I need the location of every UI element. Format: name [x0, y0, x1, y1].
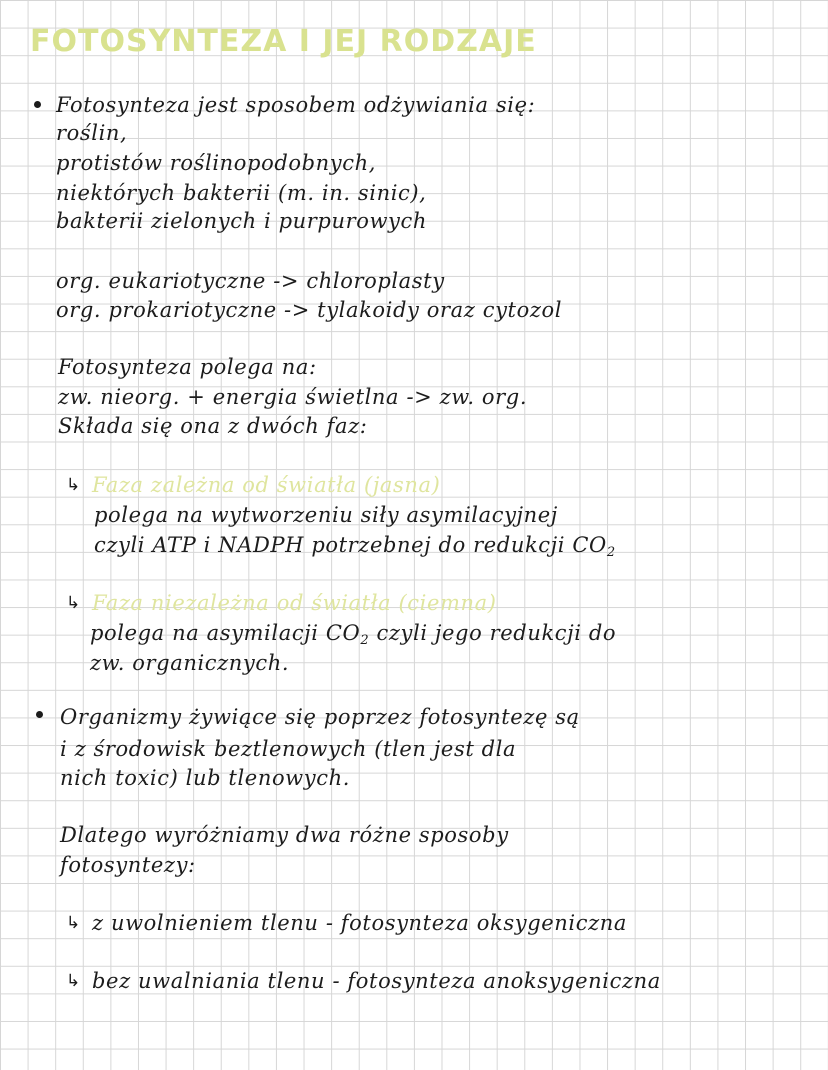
distinguish-line-0: Dlatego wyróżniamy dwa różne sposoby: [60, 823, 509, 847]
phase1-co2-subscript: 2: [606, 545, 616, 560]
phase2-line-1-text: polega na asymilacji CO: [90, 621, 361, 645]
section2-line-1: i z środowisk beztlenowych (tlen jest dla: [60, 737, 517, 761]
org-line-0: org. eukariotyczne -> chloroplasty: [56, 269, 445, 293]
phase2-title: Faza niezależna od światła (ciemna): [92, 591, 497, 615]
phase1-title: Faza zależna od światła (jasna): [92, 473, 441, 497]
distinguish-line-1: fotosyntezy:: [60, 853, 196, 877]
section1-line-1: roślin,: [56, 121, 128, 145]
org-line-1: org. prokariotyczne -> tylakoidy oraz cytozol: [56, 298, 563, 322]
phase2-line-2: zw. organicznych.: [90, 651, 290, 675]
bullet-point-2: [36, 711, 43, 718]
type1-arrow-icon: ↳: [66, 913, 81, 933]
phase2-co2-subscript: 2: [360, 633, 370, 648]
phase2-arrow-icon: ↳: [66, 593, 81, 613]
section1-line-3: niektórych bakterii (m. in. sinic),: [56, 181, 427, 205]
page-title: FOTOSYNTEZA I JEJ RODZAJE: [30, 24, 537, 59]
phase2-line-1-rest: czyli jego redukcji do: [369, 621, 617, 645]
phase1-line-2: [94, 532, 616, 566]
phase1-line-1: polega na wytworzeniu siły asymilacyjnej: [94, 503, 558, 527]
process-line-2: Składa się ona z dwóch faz:: [58, 414, 368, 438]
type1-text: z uwolnieniem tlenu - fotosynteza oksygeniczna: [92, 911, 627, 935]
section2-line-0: Organizmy żywiące się poprzez fotosyntezę są: [60, 705, 580, 729]
phase1-line-2-text: czyli ATP i NADPH potrzebnej do redukcji CO: [94, 533, 607, 557]
process-line-0: Fotosynteza polega na:: [58, 355, 317, 379]
section1-line-0: Fotosynteza jest sposobem odżywiania się:: [56, 93, 536, 117]
section1-line-4: bakterii zielonych i purpurowych: [56, 209, 427, 233]
section1-line-2: protistów roślinopodobnych,: [56, 151, 377, 175]
bullet-point-1: [34, 101, 41, 108]
type2-text: bez uwalniania tlenu - fotosynteza anoksygeniczna: [92, 969, 661, 993]
phase2-line-1: [90, 620, 616, 654]
phase1-arrow-icon: ↳: [66, 475, 81, 495]
process-line-1: zw. nieorg. + energia świetlna -> zw. org.: [58, 385, 528, 409]
type2-arrow-icon: ↳: [66, 971, 81, 991]
section2-line-2: nich toxic) lub tlenowych.: [60, 766, 350, 790]
